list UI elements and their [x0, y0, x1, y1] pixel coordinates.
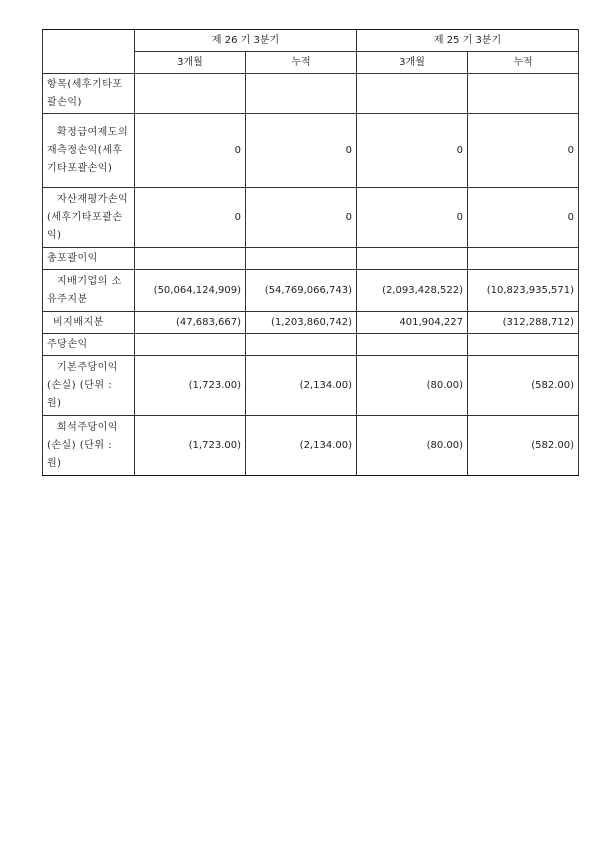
- header-25-cum: 누적: [468, 52, 579, 74]
- table-row: [43, 356, 579, 416]
- header-row-periods: [43, 30, 579, 52]
- header-period-26: 제 26 기 3분기: [135, 30, 357, 52]
- table-row: [43, 74, 579, 114]
- cell: [357, 334, 468, 356]
- cell: (54,769,066,743): [246, 270, 357, 312]
- header-26-cum: 누적: [246, 52, 357, 74]
- row-label-text: 기본주당이익(손실) (단위 : 원): [47, 361, 118, 409]
- financial-table: [42, 29, 579, 476]
- row-label: 항목(세후기타포괄손익): [43, 74, 135, 114]
- table-row: [43, 334, 579, 356]
- cell: (47,683,667): [135, 312, 246, 334]
- row-label: [43, 416, 135, 476]
- cell: 0: [357, 114, 468, 188]
- cell: (1,723.00): [135, 356, 246, 416]
- cell: (50,064,124,909): [135, 270, 246, 312]
- row-label: [43, 188, 135, 248]
- cell: 401,904,227: [357, 312, 468, 334]
- table-row: [43, 114, 579, 188]
- cell: [135, 74, 246, 114]
- cell: [246, 74, 357, 114]
- cell: [468, 74, 579, 114]
- cell: (2,134.00): [246, 416, 357, 476]
- row-label-text: 지배기업의 소유주지분: [47, 275, 122, 305]
- cell: [357, 74, 468, 114]
- cell: (1,203,860,742): [246, 312, 357, 334]
- cell: (10,823,935,571): [468, 270, 579, 312]
- cell: 0: [468, 188, 579, 248]
- cell: 0: [135, 114, 246, 188]
- row-label-text: 자산재평가손익(세후기타포괄손익): [47, 193, 129, 241]
- table-row: [43, 416, 579, 476]
- cell: (2,093,428,522): [357, 270, 468, 312]
- cell: (582.00): [468, 416, 579, 476]
- table-row: [43, 188, 579, 248]
- cell: 0: [246, 188, 357, 248]
- cell: 0: [468, 114, 579, 188]
- header-corner: [43, 30, 135, 74]
- cell: [135, 248, 246, 270]
- cell: 0: [135, 188, 246, 248]
- row-label-text: 확정급여제도의 재측정손익(세후기타포괄손익): [47, 126, 129, 174]
- cell: (582.00): [468, 356, 579, 416]
- cell: 0: [357, 188, 468, 248]
- cell: (1,723.00): [135, 416, 246, 476]
- row-label: 주당손익: [43, 334, 135, 356]
- header-26-3m: 3개월: [135, 52, 246, 74]
- row-label: [43, 270, 135, 312]
- row-label: 비지배지분: [43, 312, 135, 334]
- cell: [468, 248, 579, 270]
- cell: (80.00): [357, 416, 468, 476]
- cell: (2,134.00): [246, 356, 357, 416]
- table-row: [43, 312, 579, 334]
- cell: [468, 334, 579, 356]
- row-label: 총포괄이익: [43, 248, 135, 270]
- row-label: [43, 114, 135, 188]
- cell: [135, 334, 246, 356]
- cell: [246, 248, 357, 270]
- header-25-3m: 3개월: [357, 52, 468, 74]
- cell: 0: [246, 114, 357, 188]
- cell: [246, 334, 357, 356]
- row-label-text: 희석주당이익(손실) (단위 : 원): [47, 421, 118, 469]
- row-label: [43, 356, 135, 416]
- table-row: [43, 270, 579, 312]
- cell: (312,288,712): [468, 312, 579, 334]
- cell: (80.00): [357, 356, 468, 416]
- cell: [357, 248, 468, 270]
- table-row: [43, 248, 579, 270]
- header-period-25: 제 25 기 3분기: [357, 30, 579, 52]
